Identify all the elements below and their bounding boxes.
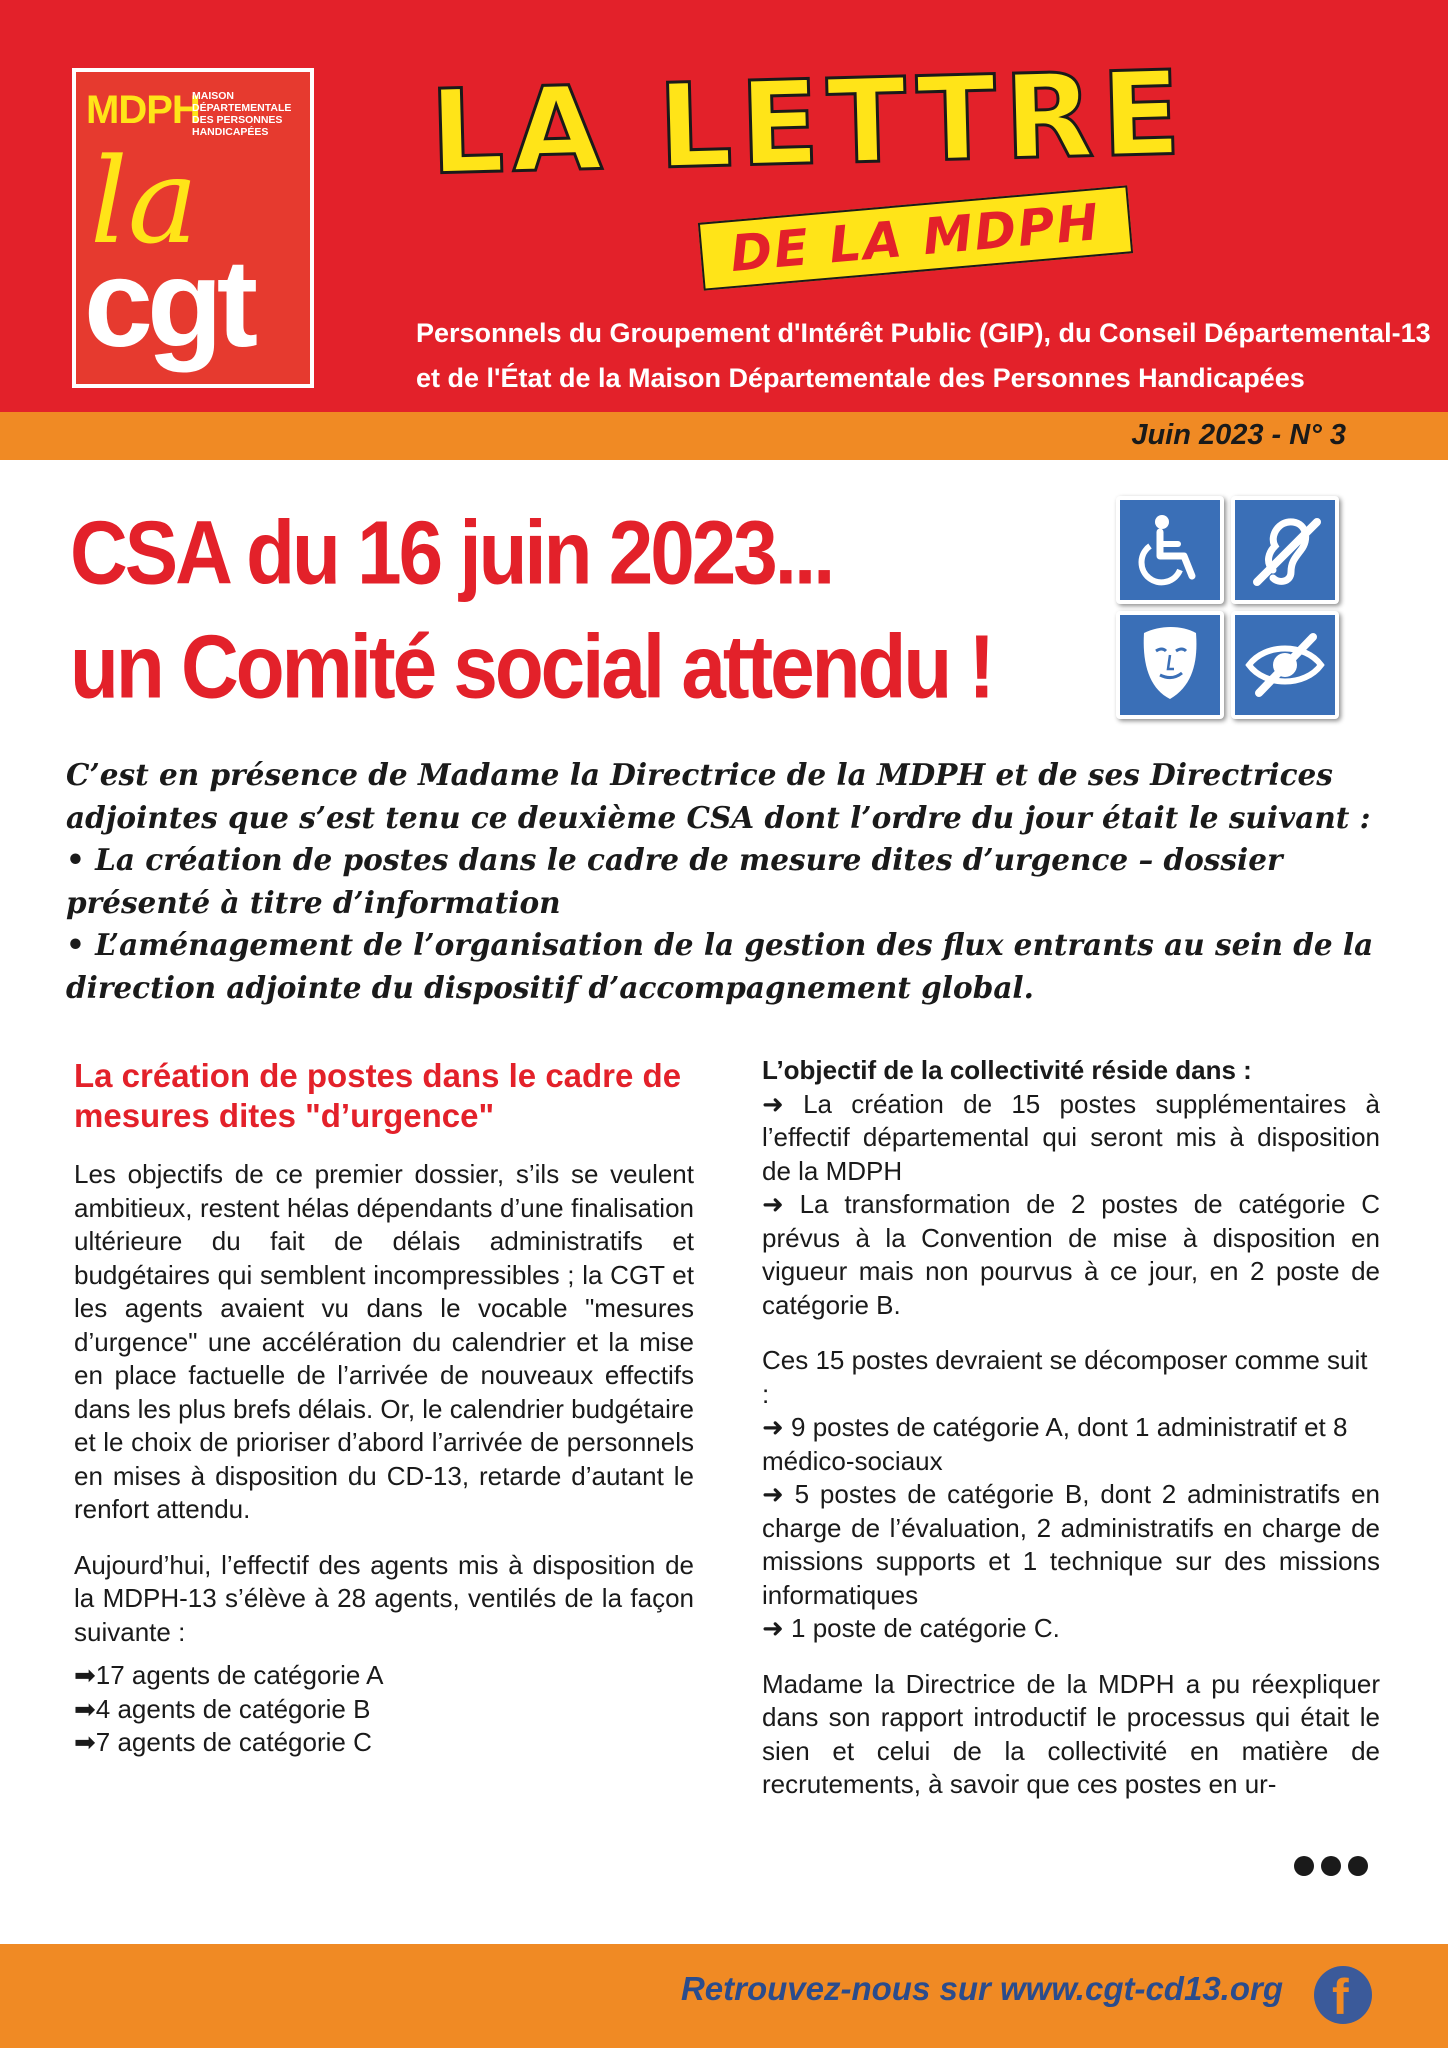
list-item: ➜ 5 postes de catégorie B, dont 2 administratifs en charge de l’évaluation, 2 administratifs en charge de missions supports et 1 technique sur des missions informatiques bbox=[762, 1479, 1380, 1610]
logo-mdph-text: MDPH bbox=[86, 88, 200, 132]
list-item: ➜ 9 postes de catégorie A, dont 1 administratif et 8 médico-sociaux bbox=[762, 1412, 1348, 1476]
header-audience-line-1: Personnels du Groupement d'Intérêt Public (GIP), du Conseil Départemental-13 bbox=[416, 318, 1431, 348]
facebook-glyph: f bbox=[1332, 1969, 1349, 2025]
list-item: ➡4 agents de catégorie B bbox=[74, 1693, 371, 1724]
objective-lead: L’objectif de la collectivité réside dans : bbox=[762, 1055, 1252, 1085]
visually-impaired-icon bbox=[1231, 611, 1339, 719]
list-item: ➜ 1 poste de catégorie C. bbox=[762, 1613, 1060, 1643]
logo-subtitle-line: DÉPARTEMENTALE bbox=[192, 102, 292, 114]
masthead-subtitle-band bbox=[698, 185, 1133, 290]
masthead-subtitle: DE LA MDPH bbox=[728, 192, 1103, 284]
website-link[interactable]: Retrouvez-nous sur www.cgt-cd13.org bbox=[680, 1970, 1283, 2007]
mental-disability-icon bbox=[1116, 611, 1224, 719]
list-item: ➡7 agents de catégorie C bbox=[74, 1727, 372, 1757]
logo-subtitle-line: MAISON bbox=[192, 90, 234, 102]
intro-text bbox=[66, 754, 1386, 1009]
body-paragraph: Les objectifs de ce premier dossier, s’ils se veulent ambitieux, restent hélas dépendants d’une finalisation ultérieure du fait de délais administratifs et budgétaires qui semblent incompressibles ; la CGT et les agents avaient vu dans le vocable "mesures d’urgence" une accélération du calendrier et la mise en place factuelle de l’arrivée de nouveaux effectifs dans les plus brefs délais. Or, le calendrier budgétaire et le choix de prioriser d’abord l’arrivée de personnels en mises à disposition du CD-13, retarde d’autant le renfort attendu. bbox=[74, 1159, 695, 1524]
header-audience-line-2: et de l'État de la Maison Départementale des Personnes Handicapées bbox=[416, 363, 1305, 393]
right-column bbox=[762, 1054, 1380, 1824]
continued-ellipsis-icon bbox=[1294, 1852, 1375, 1883]
page-title bbox=[70, 496, 1070, 724]
logo-cgt-text: cgt bbox=[84, 235, 252, 373]
logo-subtitle-line: HANDICAPÉES bbox=[192, 126, 269, 138]
header-banner bbox=[0, 0, 1448, 412]
wheelchair-icon bbox=[1116, 496, 1224, 604]
intro-bullet: • L’aménagement de l’organisation de la gestion des flux entrants au sein de la direction adjointe du dispositif d’accompagnement global. bbox=[66, 927, 1374, 1005]
body-paragraph: Madame la Directrice de la MDPH a pu réexpliquer dans son rapport introductif le processus qui était le sien et celui de la collectivité en matière de recrutements, à savoir que ces postes en ur- bbox=[762, 1668, 1380, 1799]
list-item: ➜ La création de 15 postes supplémentaires à l’effectif départemental qui seront mis à disposition de la MDPH bbox=[762, 1088, 1380, 1186]
list-item: ➡17 agents de catégorie A bbox=[74, 1660, 384, 1690]
body-paragraph: Ces 15 postes devraient se décomposer comme suit : bbox=[762, 1345, 1368, 1409]
list-item: ➜ La transformation de 2 postes de catégorie C prévus à la Convention de mise à disposition en vigueur mais non pourvus à ce jour, en 2 poste de catégorie B. bbox=[762, 1189, 1380, 1320]
masthead-title: LA LETTRE bbox=[428, 46, 1191, 201]
cgt-mdph-logo bbox=[72, 68, 314, 388]
logo-subtitle bbox=[192, 90, 310, 138]
body-paragraph: Aujourd’hui, l’effectif des agents mis à disposition de la MDPH-13 s’élève à 28 agents, ventilés de la façon suivante : bbox=[74, 1549, 694, 1647]
accessibility-icons bbox=[1116, 496, 1336, 716]
left-column bbox=[74, 1056, 694, 1760]
section-heading: La création de postes dans le cadre de mesures dites "d’urgence" bbox=[74, 1057, 682, 1134]
intro-bullet: • La création de postes dans le cadre de mesure dites d’urgence – dossier présenté à titre d’information bbox=[66, 842, 1283, 920]
intro-paragraph: C’est en présence de Madame la Directrice de la MDPH et de ses Directrices adjointes que s’est tenu ce deuxième CSA dont l’ordre du jour était le suivant : bbox=[66, 757, 1371, 835]
issue-date: Juin 2023 - N° 3 bbox=[1131, 419, 1346, 451]
hearing-impaired-icon bbox=[1231, 496, 1339, 604]
logo-subtitle-line: DES PERSONNES bbox=[192, 114, 283, 126]
page-title-line-1: CSA du 16 juin 2023... bbox=[70, 502, 833, 603]
page-title-line-2: un Comité social attendu ! bbox=[70, 616, 993, 717]
logo-la-text: la bbox=[90, 132, 199, 270]
facebook-icon[interactable] bbox=[1314, 1966, 1372, 2024]
